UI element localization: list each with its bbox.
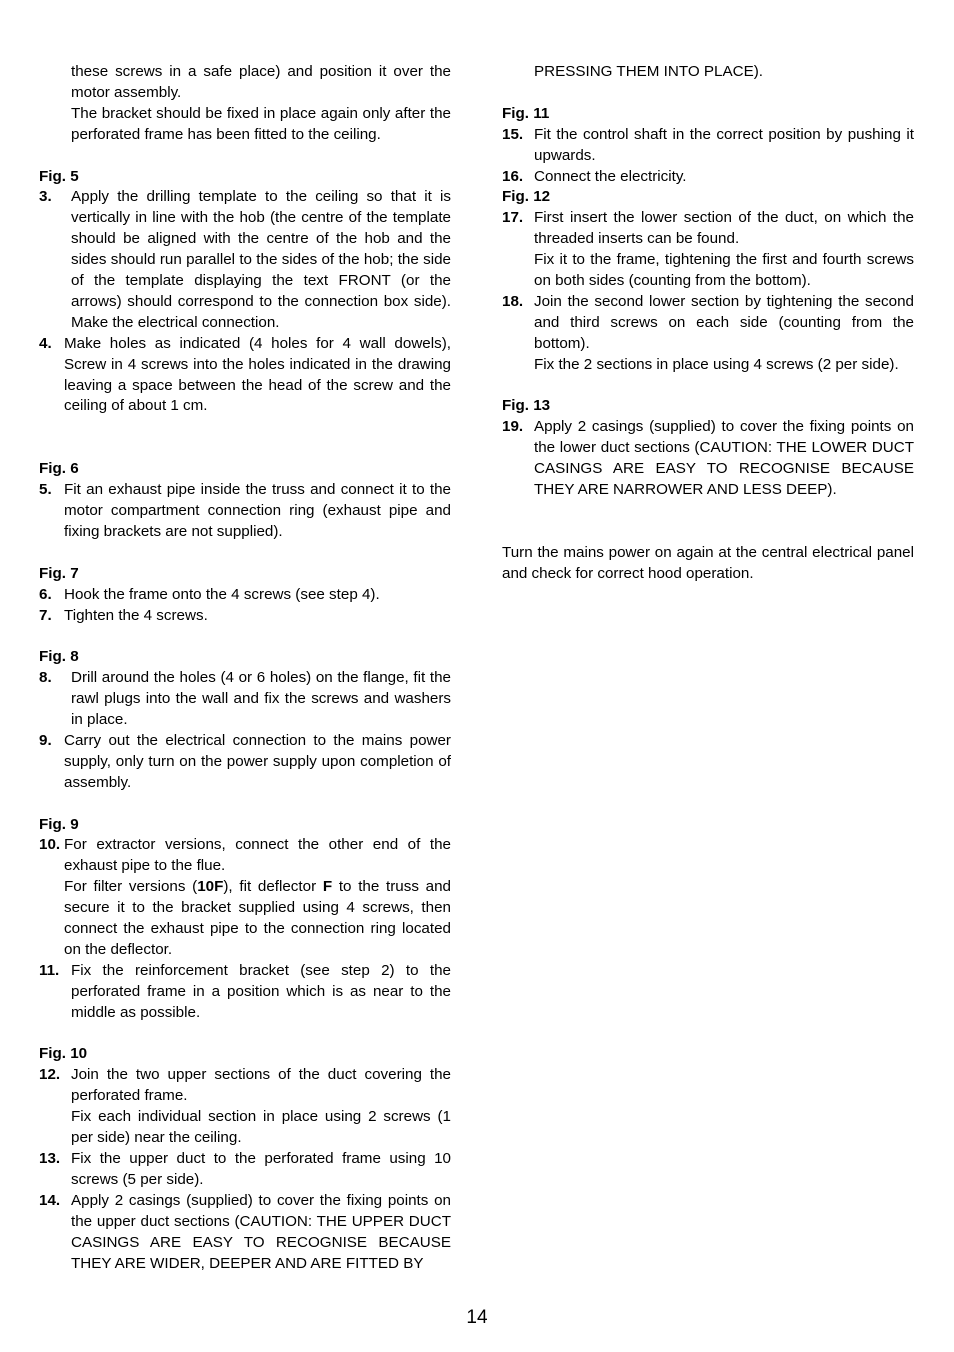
- step-4: [39, 334, 451, 418]
- step-7: [39, 606, 451, 627]
- fig-9-heading: Fig. 9: [39, 815, 79, 833]
- fig-13-heading: Fig. 13: [502, 397, 551, 415]
- step-9: [39, 731, 451, 794]
- step-text: Make holes as indicated (4 holes for 4 wall dowels), Screw in 4 screws into the holes indicated in the drawing leaving a space between the head of the screw and the ceiling of about 1 cm.: [64, 334, 451, 415]
- step-3: [39, 187, 451, 333]
- step-10: [39, 835, 451, 877]
- step-number: 8.: [39, 669, 52, 687]
- step-text: Fix the upper duct to the perforated frame using 10 screws (5 per side).: [71, 1150, 451, 1188]
- step-number: 14.: [39, 1191, 61, 1209]
- step-8: [39, 668, 451, 731]
- step-17: [502, 208, 914, 250]
- step-text: Carry out the electrical connection to the mains power supply, only turn on the power supply upon completion of assembly.: [64, 731, 451, 791]
- step-text: Tighten the 4 screws.: [64, 606, 208, 624]
- step-text: Hook the frame onto the 4 screws (see step 4).: [64, 585, 380, 603]
- step-number: 3.: [39, 188, 52, 206]
- step-18: [502, 292, 914, 355]
- fig-11-heading: Fig. 11: [502, 104, 550, 122]
- step-number: 19.: [502, 418, 524, 436]
- step-number: 11.: [39, 961, 60, 979]
- fig-5-heading: Fig. 5: [39, 167, 79, 185]
- step-16: [502, 167, 914, 188]
- step-18-note: Fix the 2 sections in place using 4 screws (2 per side).: [534, 355, 899, 373]
- step-number: 18.: [502, 292, 524, 310]
- fig-7-heading: Fig. 7: [39, 564, 79, 582]
- step-number: 15.: [502, 125, 524, 143]
- step-text: Apply 2 casings (supplied) to cover the fixing points on the lower duct sections (CAUTION: THE LOWER DUCT CASINGS ARE EASY TO RECOGNISE BECAUSE THEY ARE NARROWER AND LESS DEEP).: [534, 418, 914, 499]
- step-text: First insert the lower section of the duct, on which the threaded inserts can be found.: [534, 209, 914, 248]
- fig-6-heading: Fig. 6: [39, 460, 79, 478]
- page-number: 14: [466, 1307, 488, 1328]
- step-number: 4.: [39, 334, 52, 352]
- step-19: [502, 417, 914, 501]
- step-number: 5.: [39, 481, 52, 499]
- step-15: [502, 125, 914, 167]
- step-11: [39, 961, 451, 1024]
- step-10-filter-note: For filter versions (10F), fit deflector F to the truss and secure it to the bracket supplied using 4 screws, then connect the exhaust pipe to the connection ring located on the deflector.: [64, 878, 451, 958]
- step-12-note: Fix each individual section in place using 2 screws (1 per side) near the ceiling.: [71, 1108, 451, 1147]
- step-text: Drill around the holes (4 or 6 holes) on the flange, fit the rawl plugs into the wall and fix the screws and washers in place.: [71, 669, 451, 729]
- step-number: 6.: [39, 585, 52, 603]
- step-number: 7.: [39, 606, 52, 624]
- step-17-note: Fix it to the frame, tightening the first and fourth screws on both sides (counting from the bottom).: [534, 251, 914, 290]
- step-text: Connect the electricity.: [534, 167, 687, 185]
- step-14: [39, 1191, 451, 1275]
- step-number: 17.: [502, 209, 524, 227]
- step-text: Fit an exhaust pipe inside the truss and connect it to the motor compartment connection ring (exhaust pipe and fixing brackets are not supplied).: [64, 481, 451, 540]
- step-text: Fit the control shaft in the correct position by pushing it upwards.: [534, 125, 914, 164]
- step-number: 16.: [502, 167, 524, 185]
- step-number: 10.: [39, 836, 61, 854]
- closing-instruction: Turn the mains power on again at the central electrical panel and check for correct hood operation.: [502, 543, 914, 582]
- intro-line-1: these screws in a safe place) and position it over the motor assembly.: [71, 63, 451, 101]
- step-number: 12.: [39, 1066, 61, 1084]
- step-number: 9.: [39, 731, 52, 749]
- fig-10-heading: Fig. 10: [39, 1045, 88, 1063]
- step-text: Join the second lower section by tightening the second and third screws on each side (counting from the bottom).: [534, 292, 914, 352]
- intro-line-2: The bracket should be fixed in place again only after the perforated frame has been fitted to the ceiling.: [71, 104, 451, 143]
- step-12: [39, 1065, 451, 1107]
- right-column: [502, 62, 914, 585]
- step-text: Join the two upper sections of the duct covering the perforated frame.: [71, 1066, 451, 1105]
- fig-8-heading: Fig. 8: [39, 648, 79, 666]
- fig-12-heading: Fig. 12: [502, 188, 551, 206]
- step-text: Apply 2 casings (supplied) to cover the fixing points on the upper duct sections (CAUTION: THE UPPER DUCT CASINGS ARE EASY TO RECOGNISE BECAUSE THEY ARE WIDER, DEEPER AND ARE FITTED BY: [71, 1191, 451, 1272]
- step-text: Apply the drilling template to the ceiling so that it is vertically in line with the hob (the centre of the template should be aligned with the centre of the hob and the sides should run parallel to the sides of the hob; the side of the template displaying the text FRONT (or the arrows) should correspond to the connection box side). Make the electrical connection.: [71, 188, 451, 331]
- step-5: [39, 480, 451, 543]
- step-number: 13.: [39, 1150, 61, 1168]
- step-text: Fix the reinforcement bracket (see step 2) to the perforated frame in a position which is as near to the middle as possible.: [71, 961, 451, 1021]
- left-column: [39, 62, 451, 1274]
- step-6: [39, 585, 451, 606]
- step-13: [39, 1149, 451, 1191]
- step-14-continued: PRESSING THEM INTO PLACE).: [534, 63, 763, 80]
- step-text: For extractor versions, connect the other end of the exhaust pipe to the flue.: [64, 836, 451, 875]
